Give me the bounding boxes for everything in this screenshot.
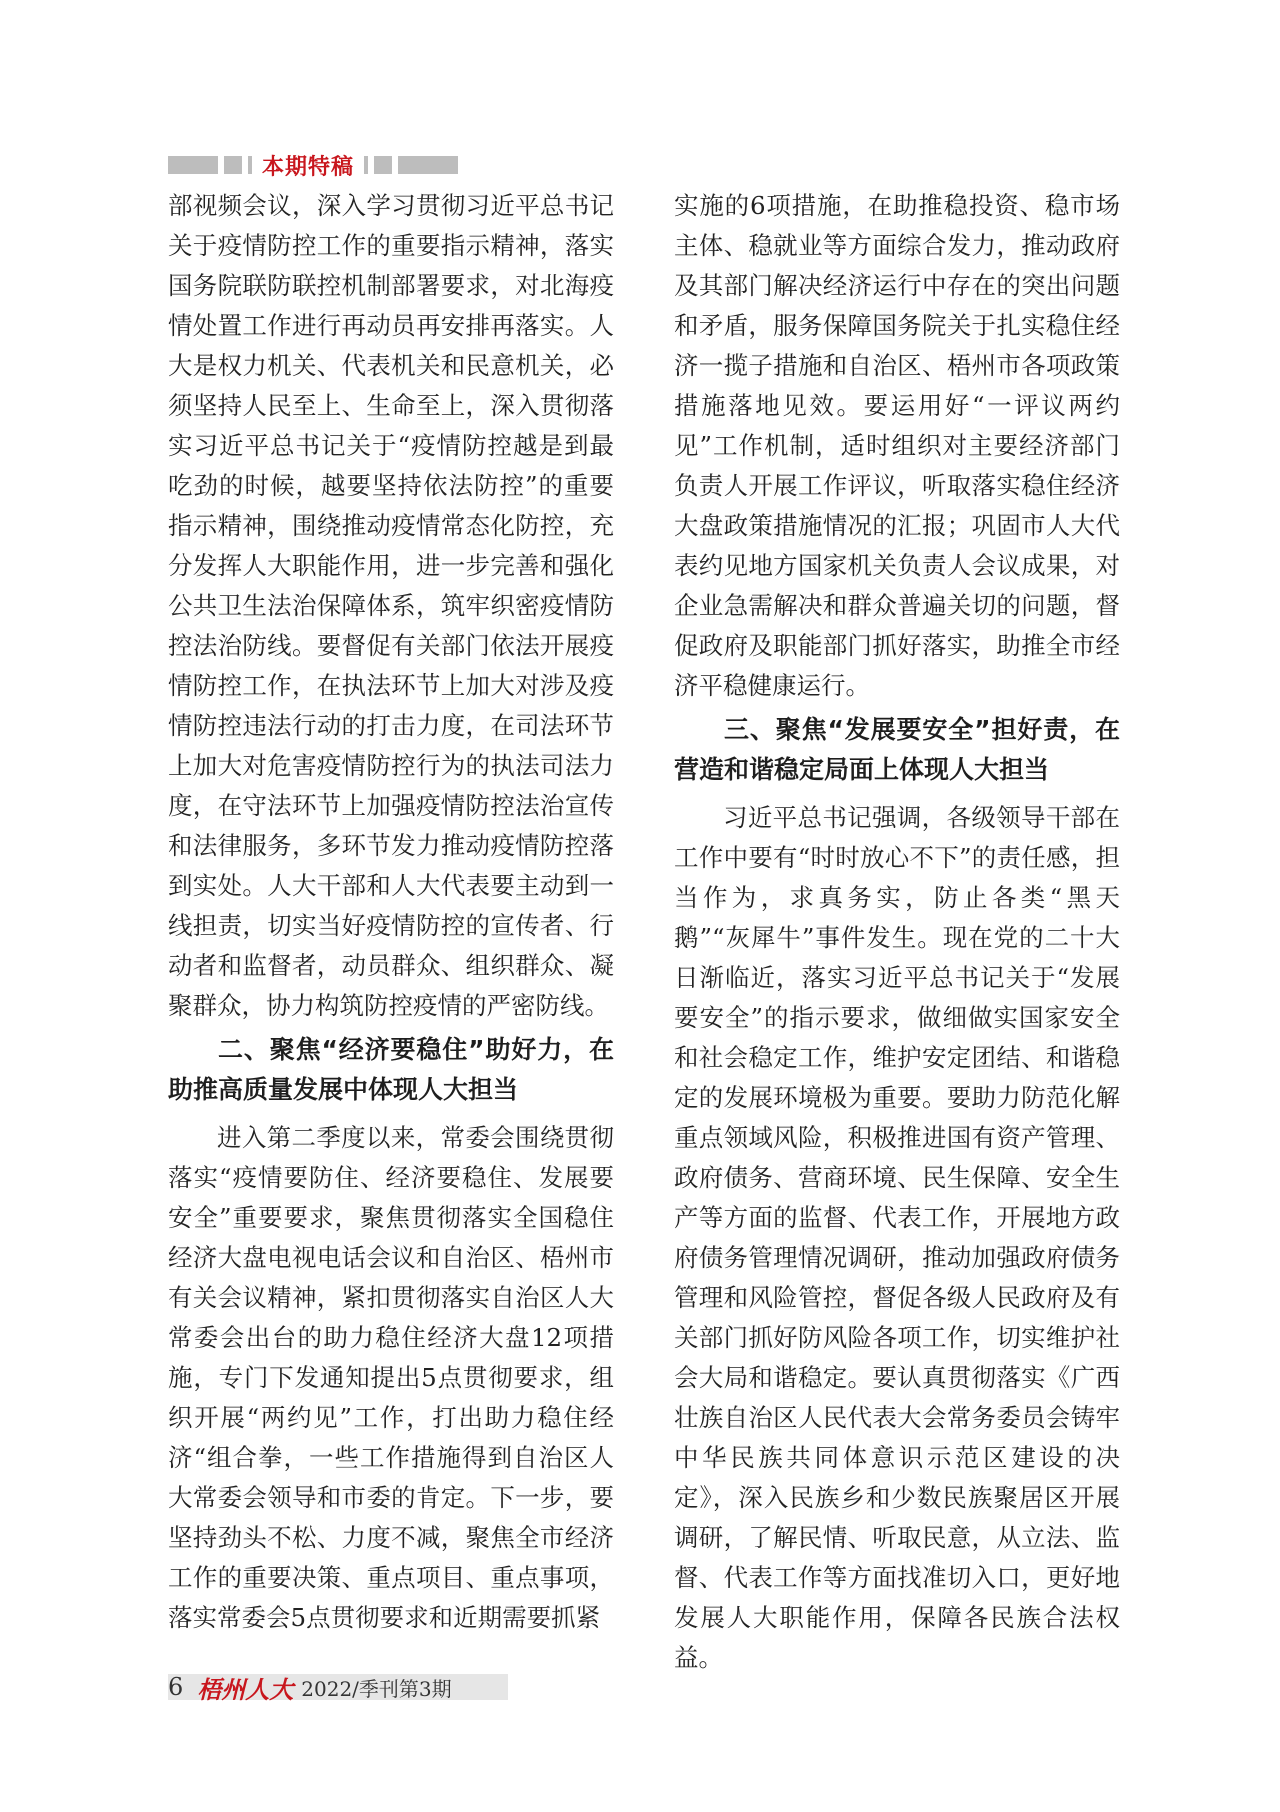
- header-decoration-bar: [374, 156, 392, 174]
- header-decoration-bar: [248, 156, 252, 174]
- header-decoration-bar: [168, 156, 218, 174]
- left-column: [168, 186, 614, 1638]
- body-paragraph: 部视频会议，深入学习贯彻习近平总书记关于疫情防控工作的重要指示精神，落实国务院联防联控机制部署要求，对北海疫情处置工作进行再动员再安排再落实。人大是权力机关、代表机关和民意机关，必须坚持人民至上、生命至上，深入贯彻落实习近平总书记关于“疫情防控越是到最吃劲的时候，越要坚持依法防控”的重要指示精神，围绕推动疫情常态化防控，充分发挥人大职能作用，进一步完善和强化公共卫生法治保障体系，筑牢织密疫情防控法治防线。要督促有关部门依法开展疫情防控工作，在执法环节上加大对涉及疫情防控违法行动的打击力度，在司法环节上加大对危害疫情防控行为的执法司法力度，在守法环节上加强疫情防控法治宣传和法律服务，多环节发力推动疫情防控落到实处。人大干部和人大代表要主动到一线担责，切实当好疫情防控的宣传者、行动者和监督者，动员群众、组织群众、凝聚群众，协力构筑防控疫情的严密防线。: [168, 191, 614, 1020]
- right-column: [674, 186, 1120, 1678]
- page-number: 6: [168, 1673, 184, 1701]
- section-title: 本期特稿: [262, 154, 355, 180]
- magazine-name: 梧州人大: [197, 1674, 294, 1704]
- header-decoration-bar: [398, 156, 458, 174]
- body-paragraph: 进入第二季度以来，常委会围绕贯彻落实“疫情要防住、经济要稳住、发展要安全”重要要求，聚焦贯彻落实全国稳住经济大盘电视电话会议和自治区、梧州市有关会议精神，紧扣贯彻落实自治区人大常委会出台的助力稳住经济大盘12项措施，专门下发通知提出5点贯彻要求，组织开展“两约见”工作，打出助力稳住经济“组合拳，一些工作措施得到自治区人大常委会领导和市委的肯定。下一步，要坚持劲头不松、力度不减，聚焦全市经济工作的重要决策、重点项目、重点事项，落实常委会5点贯彻要求和近期需要抓紧: [168, 1123, 614, 1632]
- header-decoration-bar: [364, 156, 368, 174]
- page-footer: [168, 1672, 452, 1702]
- section-heading: 二、聚焦“经济要稳住”助好力，在助推高质量发展中体现人大担当: [168, 1035, 614, 1104]
- header-decoration-bar: [224, 156, 242, 174]
- body-paragraph: 实施的6项措施，在助推稳投资、稳市场主体、稳就业等方面综合发力，推动政府及其部门解决经济运行中存在的突出问题和矛盾，服务保障国务院关于扎实稳住经济一揽子措施和自治区、梧州市各项政策措施落地见效。要运用好“一评议两约见”工作机制，适时组织对主要经济部门负责人开展工作评议，听取落实稳住经济大盘政策措施情况的汇报；巩固市人大代表约见地方国家机关负责人会议成果，对企业急需解决和群众普遍关切的问题，督促政府及职能部门抓好落实，助推全市经济平稳健康运行。: [674, 191, 1120, 700]
- section-header: [168, 152, 464, 178]
- issue-label: 2022/季刊第3期: [301, 1676, 452, 1701]
- section-heading: 三、聚焦“发展要安全”担好责，在营造和谐稳定局面上体现人大担当: [674, 715, 1120, 784]
- body-paragraph: 习近平总书记强调，各级领导干部在工作中要有“时时放心不下”的责任感，担当作为，求真务实，防止各类“黑天鹅”“灰犀牛”事件发生。现在党的二十大日渐临近，落实习近平总书记关于“发展要安全”的指示要求，做细做实国家安全和社会稳定工作，维护安定团结、和谐稳定的发展环境极为重要。要助力防范化解重点领域风险，积极推进国有资产管理、政府债务、营商环境、民生保障、安全生产等方面的监督、代表工作，开展地方政府债务管理情况调研，推动加强政府债务管理和风险管控，督促各级人民政府及有关部门抓好防风险各项工作，切实维护社会大局和谐稳定。要认真贯彻落实《广西壮族自治区人民代表大会常务委员会铸牢中华民族共同体意识示范区建设的决定》，深入民族乡和少数民族聚居区开展调研，了解民情、听取民意，从立法、监督、代表工作等方面找准切入口，更好地发展人大职能作用，保障各民族合法权益。: [674, 803, 1120, 1672]
